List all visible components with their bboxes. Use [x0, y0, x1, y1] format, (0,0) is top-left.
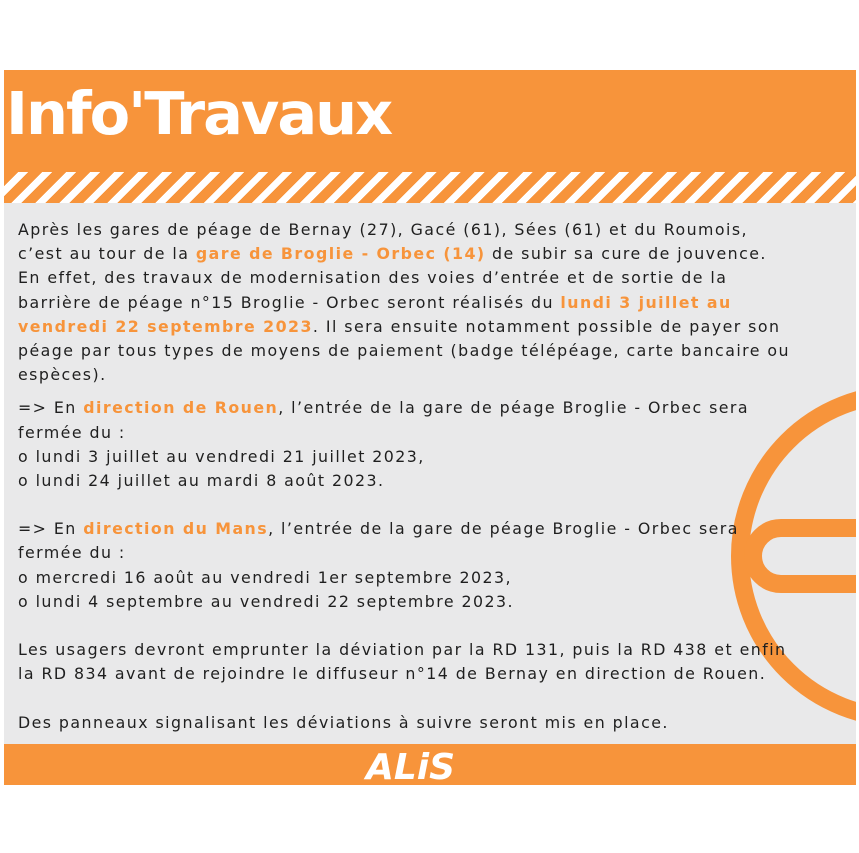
intro-line-7: espèces). — [18, 365, 107, 385]
intro-line-4: barrière de péage n°15 Broglie - Orbec seront réalisés du lundi 3 juillet au — [18, 292, 732, 312]
rouen-line-1: => En direction de Rouen, l’entrée de la gare de péage Broglie - Orbec sera — [18, 398, 749, 418]
info-travaux-card — [4, 70, 856, 785]
highlight-direction-mans: direction du Mans — [83, 519, 269, 539]
mans-date-1: o mercredi 16 août au vendredi 1er septembre 2023, — [18, 567, 512, 587]
logo-text: ALiS — [366, 747, 456, 784]
highlight-date-start: lundi 3 juillet au — [560, 292, 732, 312]
rouen-date-1: o lundi 3 juillet au vendredi 21 juillet 2023, — [18, 446, 425, 466]
highlight-direction-rouen: direction de Rouen — [83, 398, 279, 418]
intro-line-5: vendredi 22 septembre 2023. Il sera ensuite notamment possible de payer son — [18, 316, 781, 336]
footer-banner — [4, 744, 856, 785]
page-title: Info'Travaux — [6, 79, 392, 148]
intro-line-1: Après les gares de péage de Bernay (27), Gacé (61), Sées (61) et du Roumois, — [18, 220, 748, 239]
mans-line-1: => En direction du Mans, l’entrée de la gare de péage Broglie - Orbec sera — [18, 519, 739, 539]
panneaux-line: Des panneaux signalisant les déviations à suivre seront mis en place. — [18, 712, 669, 732]
deviation-line-1: Les usagers devront emprunter la déviation par la RD 131, puis la RD 438 et enfin — [18, 640, 787, 660]
rouen-date-2: o lundi 24 juillet au mardi 8 août 2023. — [18, 470, 385, 490]
highlight-date-end: vendredi 22 septembre 2023 — [18, 316, 313, 336]
rouen-line-2: fermée du : — [18, 422, 126, 442]
mans-date-2: o lundi 4 septembre au vendredi 22 septembre 2023. — [18, 591, 514, 611]
article-body — [18, 218, 856, 735]
mans-line-2: fermée du : — [18, 543, 126, 563]
intro-line-2: c’est au tour de la gare de Broglie - Orbec (14) de subir sa cure de jouvence. — [18, 244, 767, 264]
intro-line-3: En effet, des travaux de modernisation des voies d’entrée et de sortie de la — [18, 268, 728, 288]
highlight-gare: gare de Broglie - Orbec (14) — [195, 244, 486, 264]
deviation-line-2: la RD 834 avant de rejoindre le diffuseur n°14 de Bernay en direction de Rouen. — [18, 664, 767, 684]
alis-logo — [362, 746, 498, 784]
intro-line-6: péage par tous types de moyens de paiement (badge télépéage, carte bancaire ou — [18, 340, 790, 360]
